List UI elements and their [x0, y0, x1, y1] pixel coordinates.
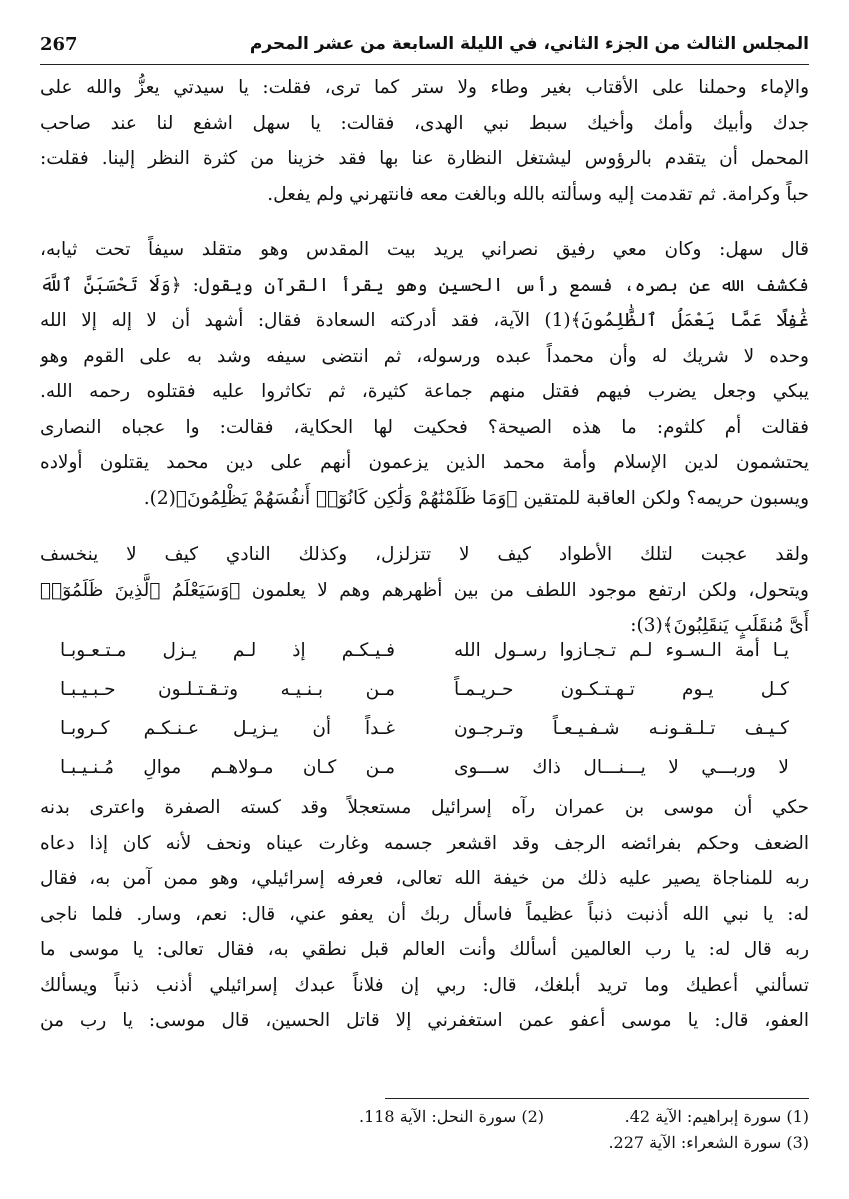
text-line: حباً وكرامة. ثم تقدمت إليه وسألته بالله وبالغت معه فانتهرني ولم يفعل.	[267, 183, 809, 205]
text-line: ويتحول، ولكن ارتفع موجود اللطف من بين أظهرهم وهم لا يعلمون ﴿وَسَيَعْلَمُ ٱلَّذِينَ ظَلَمُوٓا۟	[40, 579, 809, 601]
poem	[60, 640, 789, 796]
text-line: والإماء وحملنا على الأقتاب بغير وطاء ولا ستر كما ترى، فقلت: يا سيدتي يعزُّ والله على	[40, 77, 809, 98]
paragraph-1	[40, 70, 809, 212]
footnote-row	[40, 1130, 809, 1156]
verse-first-hemistich: كـل يـوم تـهـتـكـون حـريـمـاً	[454, 679, 789, 700]
text-line: أَىَّ مُنقَلَبٍ يَنقَلِبُونَ﴾(3):	[630, 615, 809, 636]
text-line: فقالت أم كلثوم: ما هذه الصيحة؟ فحكيت لها الحكاية، فقالت: وا عجباه النصارى	[40, 416, 809, 438]
text-line: ويسبون حريمه؟ ولكن العاقبة للمتقين ﴿وَمَا ظَلَمْنَٰهُمْ وَلَٰكِن كَانُوٓا۟ أَنفُسَهُمْ يَظْلِمُونَ﴾(2).	[143, 487, 809, 509]
running-header	[40, 32, 809, 62]
text-line: وحده لا شريك له وأن محمداً عبده ورسوله، ثم انتضى سيفه وشد به على القوم وهو	[40, 345, 809, 367]
verse-second-hemistich: فـيـكـم إذ لـم يـزل مـتـعـوبـا	[60, 640, 395, 661]
verse-second-hemistich: غـداً أن يـزيـل عـنـكـم كـروبـا	[60, 718, 395, 739]
poem-verse	[60, 718, 789, 757]
verse-first-hemistich: كـيـف تـلـقـونـه شـفـيـعـاً وتـرجـون	[454, 718, 789, 739]
text-line: ربه قال له: يا رب العالمين أسألك وأنت العالم قبل نطقي به، فقال تعالى: يا موسى ما	[40, 939, 809, 960]
text-line: يحتشمون لدين الإسلام وأمة محمد الذين يزعمون أنهم على دين محمد يقتلون أولاده	[40, 452, 809, 473]
verse-first-hemistich: يـا أمة الـسـوء لـم تـجـازوا رسـول الله	[454, 640, 789, 661]
text-line: حكي أن موسى بن عمران رآه إسرائيل مستعجلاً وقد كسته الصفرة واعترى بدنه	[40, 797, 809, 818]
footnote-divider	[385, 1098, 809, 1099]
text-line: الضعف وحكم بفرائضه الرجف وقد اقشعر جسمه وغارت عيناه ونحف لأنه كان إذا دعاه	[40, 832, 809, 854]
text-line: ولقد عجبت لتلك الأطواد كيف لا تتزلزل، وكذلك النادي كيف لا ينخسف	[40, 544, 809, 565]
page-number: 267	[40, 34, 78, 55]
text-line: له: يا نبي الله أذنبت ذنباً عظيماً فاسأل ربك أن يعفو عني، قال: نعم، وسار. فلما ناجى	[40, 903, 809, 925]
verse-first-hemistich: لا وربـــي لا يـــنـــال ذاك ســـوى	[454, 757, 789, 778]
poem-verse	[60, 640, 789, 679]
text-line: المحمل أن يتقدم بالرؤوس ليشتغل النظارة عنا بها فقد خزينا من كثرة النظر إلينا. فقلت:	[40, 148, 809, 169]
text-line: تسألني أعطيك وما تريد أبلغك، قال: ربي إن فلاناً عبدك إسرائيلي أذنب ذنباً ويسألك	[40, 974, 809, 996]
text-line: جدك وأبيك وأمك وأخيك سبط نبي الهدى، فقالت: يا سهل اشفع لنا عند صاحب	[40, 112, 809, 134]
text-line: ربه للمناجاة يصير عليه ذلك من خيفة الله تعالى، فعرفه إسرائيلي، وهو ممن آمن به، فقال	[40, 868, 809, 889]
paragraph-3	[40, 537, 809, 644]
text-line: يبكي وجعل يضرب فيهم فقتل منهم جماعة كثيرة، ثم تكاثروا عليه فقتلوه رحمه الله.	[40, 381, 809, 402]
paragraph-4	[40, 790, 809, 1039]
text-line: العفو، قال: يا موسى أعفو عمن استغفرني إلا قاتل الحسين، قال موسى: يا رب من	[40, 1010, 809, 1031]
text-line: قال سهل: وكان معي رفيق نصراني يريد بيت المقدس وهو متقلد سيفاً تحت ثيابه،	[40, 239, 809, 260]
header-title: المجلس الثالث من الجزء الثاني، في الليلة السابعة من عشر المحرم	[249, 34, 809, 54]
text-line: فكشف الله عن بصره، فسمع رأس الحسين وهو يقرأ القرآن ويقول: ﴿وَلَا تَحْسَبَنَّ ٱللَّهَ	[40, 274, 809, 296]
footnote-row	[40, 1104, 809, 1130]
footnote-3: (3) سورة الشعراء: الآية 227.	[608, 1133, 809, 1152]
verse-second-hemistich: مـن بـنـيـه وتـقـتـلـون حـبـيـبـا	[60, 679, 395, 700]
poem-verse	[60, 679, 789, 718]
footnote-1: (1) سورة إبراهيم: الآية 42.	[624, 1107, 809, 1126]
text-line: غَٰفِلًا عَمَّا يَعْمَلُ ٱلظَّٰلِمُونَ﴾(1) الآية، فقد أدركته السعادة فقال: أشهد أن لا إله إلا الله	[40, 310, 809, 331]
paragraph-2	[40, 232, 809, 516]
footnote-2: (2) سورة النحل: الآية 118.	[358, 1107, 544, 1126]
header-divider	[40, 64, 809, 65]
verse-second-hemistich: مـن كـان مـولاهـم موالِ مُـنـيـبـا	[60, 757, 395, 778]
footnotes	[40, 1104, 809, 1156]
